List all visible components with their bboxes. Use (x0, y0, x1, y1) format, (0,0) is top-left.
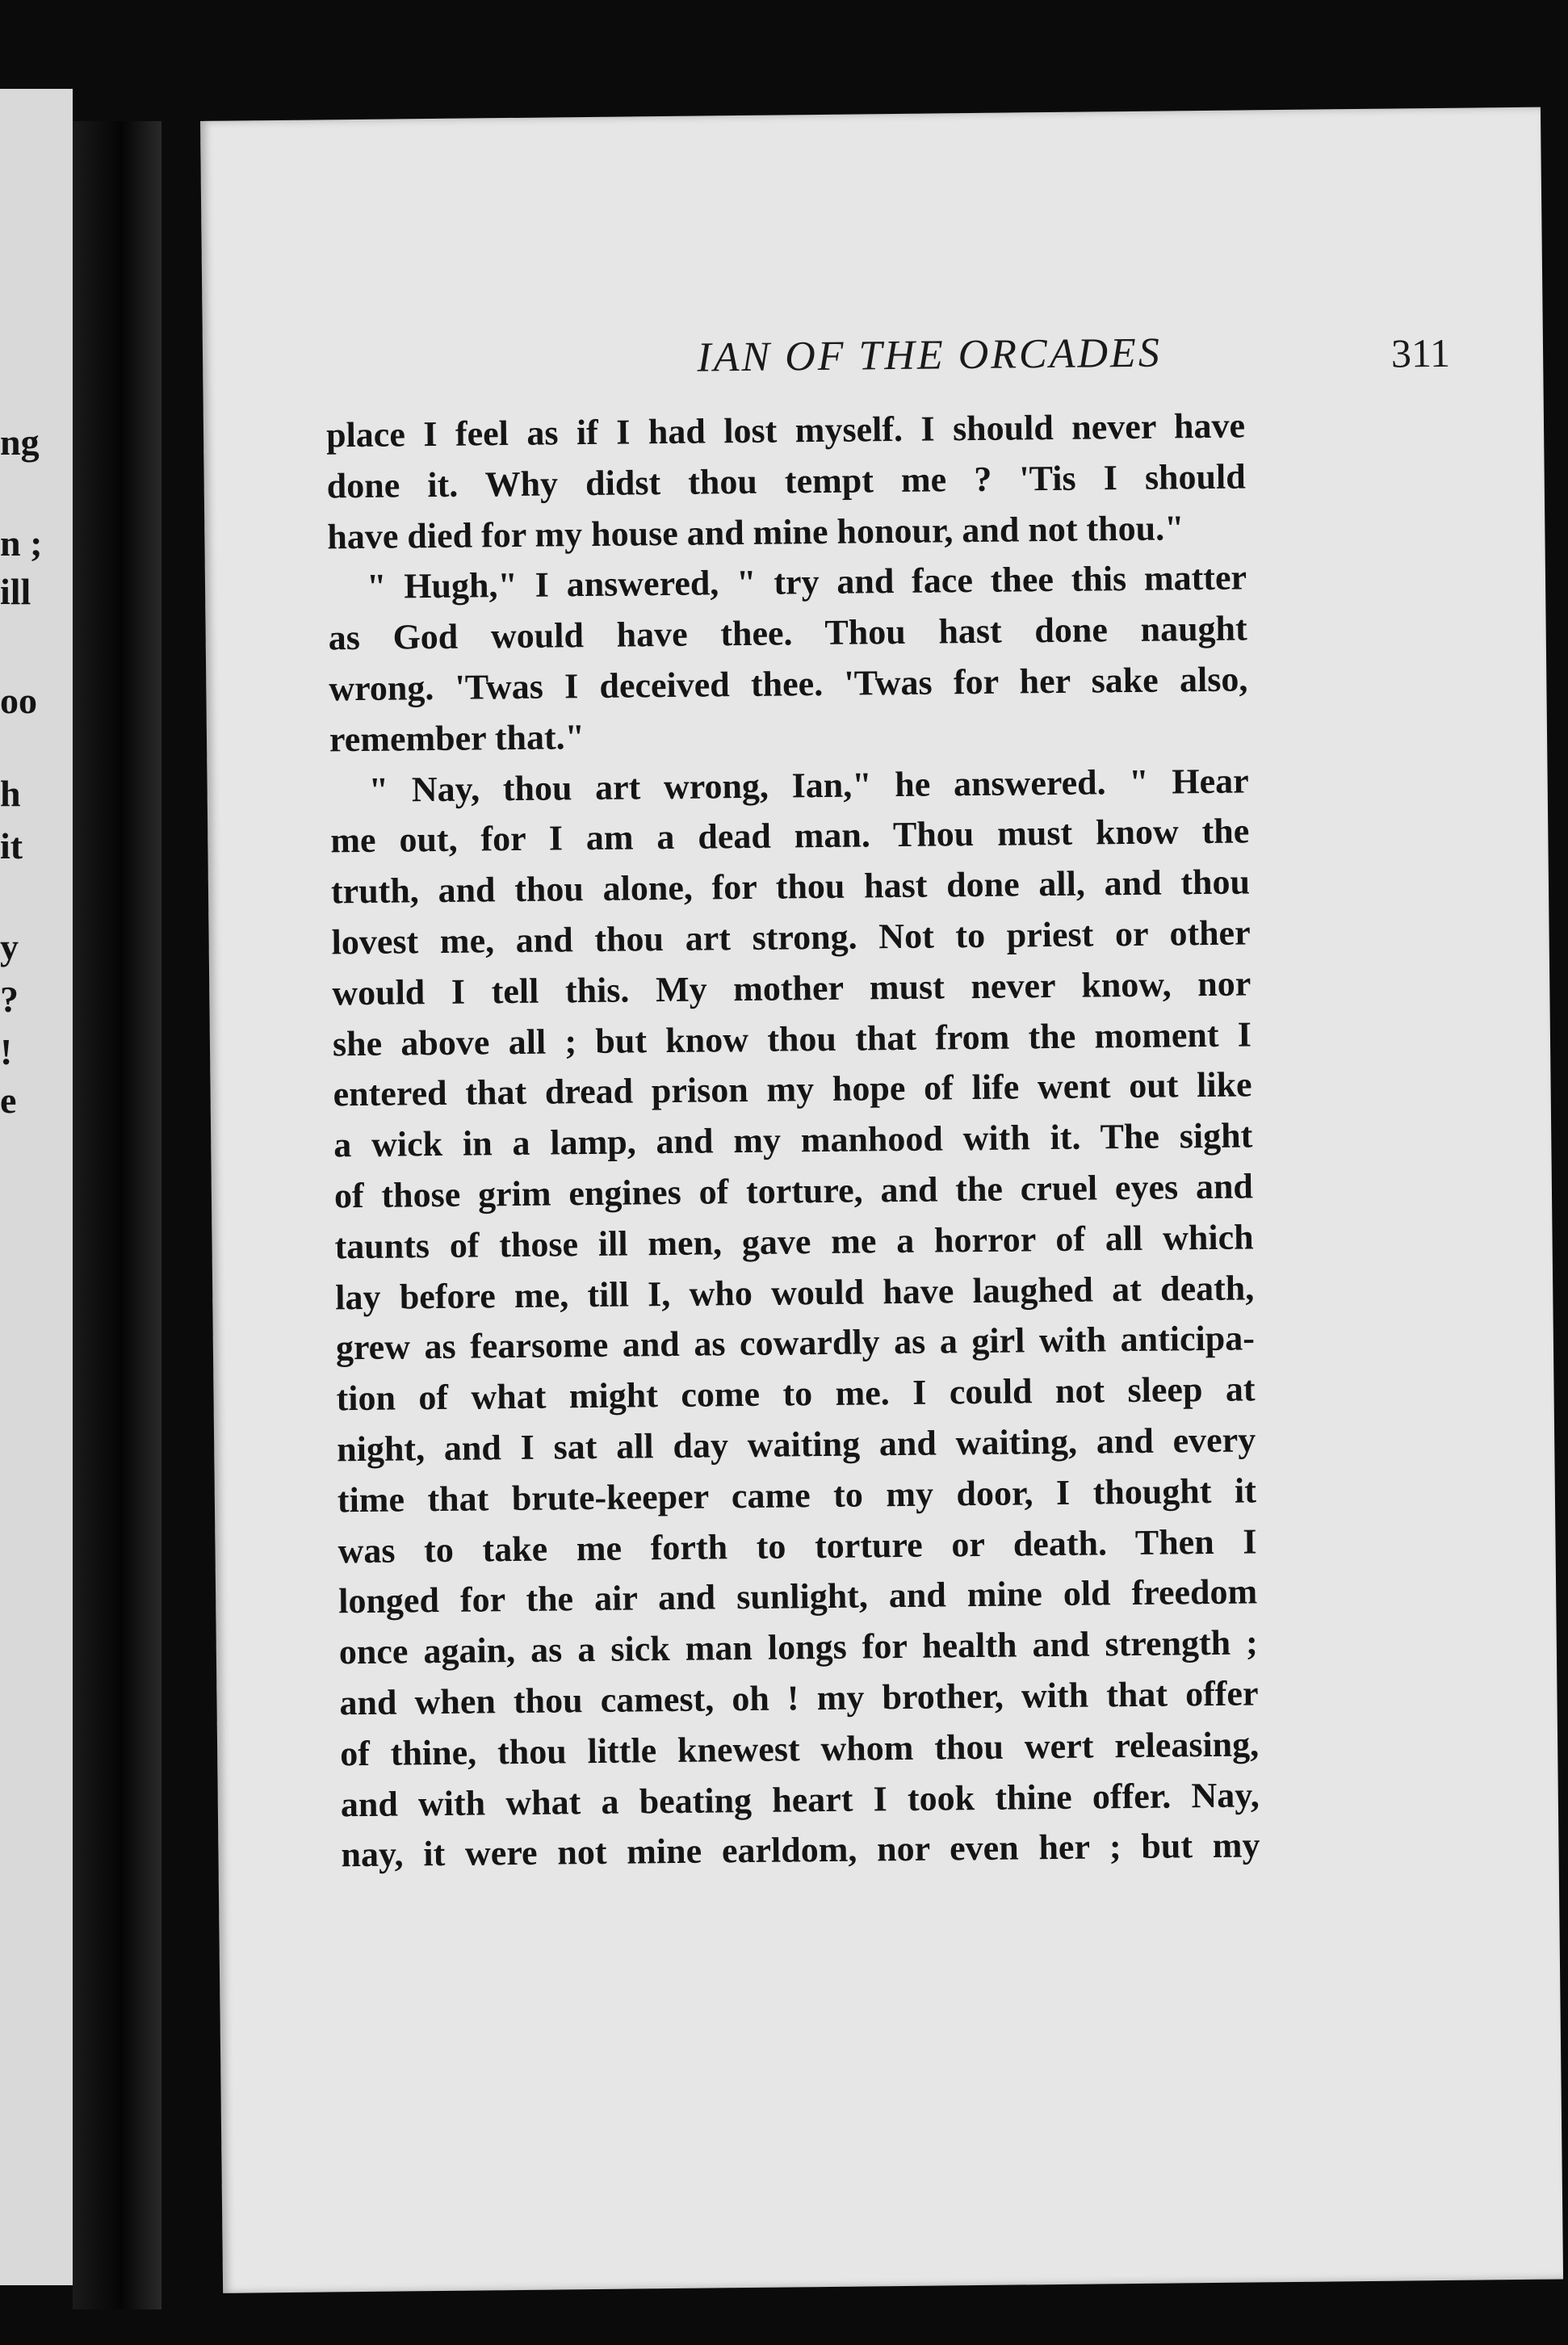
previous-page-fragment: n ; (0, 522, 43, 564)
book-binding-shadow (73, 121, 161, 2309)
running-head (526, 326, 1451, 392)
text-line: was to take me forth to torture or death. Then I (337, 1521, 1257, 1571)
text-line: place I feel as if I had lost myself. I should never have (325, 405, 1246, 455)
text-line: done it. Why didst thou tempt me ? 'Tis I should (326, 456, 1246, 506)
previous-page-fragment: y (0, 926, 19, 967)
text-line: me out, for I am a dead man. Thou must know the (330, 811, 1250, 861)
previous-page-fragment: ? (0, 979, 19, 1020)
running-head-title: IAN OF THE ORCADES (697, 329, 1163, 381)
previous-page-fragment: ng (0, 422, 40, 463)
book-page (200, 107, 1563, 2293)
text-line: truth, and thou alone, for thou hast done all, and thou (330, 862, 1251, 912)
text-line: and when thou camest, oh ! my brother, with that offer (339, 1673, 1259, 1723)
text-line: would I tell this. My mother must never know, nor (332, 963, 1251, 1013)
text-line: " Nay, thou art wrong, Ian," he answered. " Hear (368, 761, 1249, 810)
text-line: night, and I sat all day waiting and waiting, and every (336, 1420, 1256, 1470)
text-line: longed for the air and sunlight, and mine old freedom (337, 1571, 1258, 1621)
text-line: entered that dread prison my hope of life went out like (333, 1064, 1252, 1114)
previous-page-fragment: oo (0, 680, 37, 721)
text-line: of those grim engines of torture, and the cruel eyes and (333, 1166, 1254, 1216)
previous-page-edge (0, 89, 73, 2285)
previous-page-fragment: ill (0, 571, 31, 612)
text-line: lovest me, and thou art strong. Not to priest or other (331, 912, 1251, 963)
text-line: as God would have thee. Thou hast done naught (328, 608, 1247, 658)
body-text (326, 401, 1260, 1881)
text-line: lay before me, till I, who would have laughed at death, (335, 1267, 1255, 1317)
previous-page-fragment: ! (0, 1031, 13, 1072)
previous-page-fragment: e (0, 1080, 17, 1121)
text-line: once again, as a sick man longs for health and strength ; (338, 1622, 1259, 1672)
page-number: 311 (1390, 329, 1451, 376)
text-line: and with what a beating heart I took thine offer. Nay, (340, 1774, 1260, 1824)
text-line: " Hugh," I answered, " try and face thee this matter (366, 557, 1247, 607)
text-line: wrong. 'Twas I deceived thee. 'Twas for her sake also, (329, 659, 1248, 709)
text-line: have died for my house and mine honour, and not thou." (327, 507, 1184, 556)
previous-page-fragment: it (0, 825, 23, 866)
previous-page-fragment: h (0, 773, 21, 814)
text-line: a wick in a lamp, and my manhood with it. The sight (333, 1115, 1253, 1165)
text-line: grew as fearsome and as cowardly as a girl with anticipa- (335, 1318, 1256, 1368)
text-line: nay, it were not mine earldom, nor even her ; but my (341, 1825, 1260, 1875)
text-line: tion of what might come to me. I could not sleep at (336, 1369, 1256, 1419)
text-line: remember that." (329, 716, 585, 760)
text-line: of thine, thou little knewest whom thou wert releasing, (339, 1724, 1260, 1774)
text-line: she above all ; but know thou that from the moment I (332, 1013, 1252, 1063)
text-line: time that brute-keeper came to my door, I thought it (337, 1470, 1257, 1521)
text-line: taunts of those ill men, gave me a horror of all which (334, 1217, 1254, 1267)
